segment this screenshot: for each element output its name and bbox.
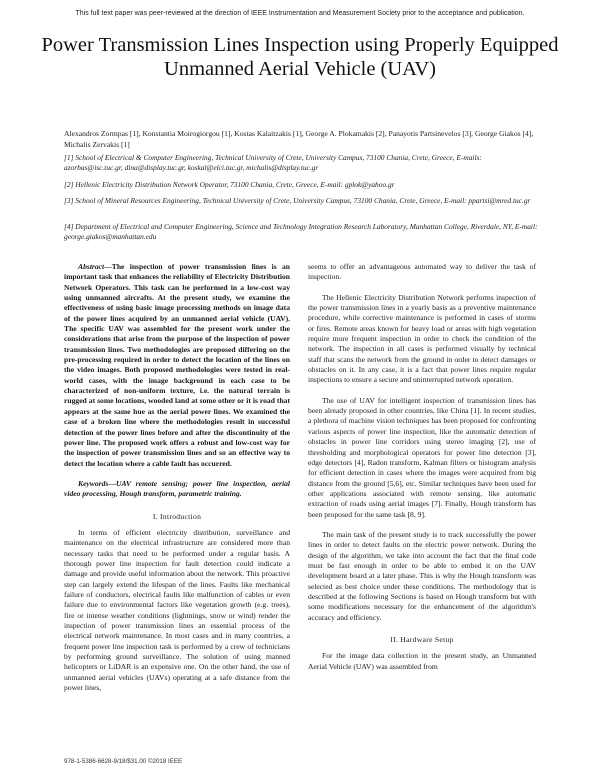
peer-review-notice: This full text paper was peer-reviewed at the direction of IEEE Instrumentation and Measurement Society prior to the acceptance and publication. <box>75 10 525 17</box>
abstract <box>64 262 290 469</box>
affiliation-4: [4] Department of Electrical and Computer Engineering, Science and Technology Integration Research Laboratory, Manhattan College, Riverdale, NY, E-mail: george.giakos@manhattan.edu <box>64 222 538 241</box>
paper-title: Power Transmission Lines Inspection using Properly Equipped Unmanned Aerial Vehicle (UAV) <box>41 34 559 80</box>
affiliation-2: [2] Hellenic Electricity Distribution Network Operator, 73100 Chania, Crete, Greece, E-mail: gplok@yahoo.gr <box>64 180 395 189</box>
section-heading-introduction: I. Introduction <box>152 511 202 521</box>
keywords: Keywords—UAV remote sensing; power line inspection, aerial video processing, Hough transform, parametric training. <box>64 478 290 499</box>
abstract-label: Abstract <box>78 262 105 271</box>
right-paragraph-3: The main task of the present study is to track successfully the power lines in order to detect faults on the electric power network. During the design of the algorithm, we take into account the fact that the final code must be fast enough in order to be able to embed it on the UAV development board at a later phase. This is why the Hough transform was selected as best choice under these conditions. The methodology that is described at the following Sections is based on Hough transform but with some modifications necessary for the enhancement of the algorithm's accuracy and efficiency. <box>308 529 536 622</box>
abstract-text: —The inspection of power transmission lines is an important task that enhances the reliability of Electricity Distribution Network Operators. This task can be performed in a low-cost way using unmanned aircrafts. At the present study, we examine the effectiveness of using basic image processing methods on image data of the power lines acquired by an unmanned aerial vehicle (UAV). The specific UAV was assembled for the present work under the considerations that arise from the purpose of the inspection of power transmission lines. Two methodologies are proposed differing on the pre-processing required in order to detect the location of the lines on the video images. Both proposed methodologies were tested in real-world cases, with the image background in each case to be characterized of non-uniform texture, i.e. the natural terrain is rugged at some locations, wooded land at some other or it is road that appears at the same hue as the aerial power lines. We examined the case of a broken line where the methodologies result in successful detection of the power lines before and after the discontinuity of the power line. The proposed work offers a robust and low-cost way for the inspection of power transmission lines and so an effective way to detect the location where a cable fault has occurred. <box>64 262 290 468</box>
section-heading-hardware-setup: II. Hardware Setup <box>390 635 454 644</box>
author-list: Alexandros Zormpas [1], Konstantia Moirogiorgou [1], Kostas Kalaitzakis [1], George A. Plokamakis [2], Panayotis Partsinevelos [3], George Giakos [4], Michalis Zervakis [1] <box>64 129 534 149</box>
intro-paragraph-1: In terms of efficient electricity distribution, surveillance and maintenance on the electrical infrastructure are considered more than necessary tasks that need to be performed under a regular basis. A thorough power line inspection for fault detection could indicate a damage and provide useful information about the network. This proactive step can largely extend the lifespan of the lines. Faults like mechanical failure of conductors, electrical faults like malfunction of cables or even failure due to environmental factors like vegetation growth (e.g. trees), fire or intense weather conditions (lightnings, snow or wind) render the inspection of power transmission lines an essential process of the electrical network maintenance. In most cases and in many countries, a frequent power line inspection task is performed by a crew of technicians by performing ground surveillance. The solution of using manned helicopters or LiDAR is an expensive one. On the other hand, the use of unmanned aerial vehicles (UAVs) operating at a safe distance from the power lines, <box>64 527 290 693</box>
affiliation-1: [1] School of Electrical & Computer Engineering, Technical University of Crete, University Campus, 73100 Chania, Crete, Greece, E-mails: azorbas@isc.tuc.gr, dina@display.tuc.gr, koskal@elci.tuc.gr, michalis@display.tuc.gr <box>64 153 482 172</box>
right-paragraph-2: The use of UAV for intelligent inspection of transmission lines has been already proposed in other countries, like China [1]. In recent studies, a plethora of machine vision techniques has been proposed for confronting various aspects of power line inspection, like the automatic detection of obstacles in power line corridors using stereo imaging [2], use of thresholding and morphological operators for power line detection [3], edge detectors [4], Radon transform, Kalman filters or histogram analysis for efficient detection in cases where the images were acquired from big distance from the ground [5,6], etc. Similar techniques have been used for other applications associated with remote sensing, like automatic extraction of roads using aerial images [7]. Finally, Hough transform has been proposed for the same task [8, 9]. <box>308 395 536 519</box>
left-column <box>64 262 290 693</box>
right-paragraph-1: The Hellenic Electricity Distribution Network performs inspection of the power transmission lines in a yearly basis as a preventive maintenance procedure, while corrective maintenance is performed in cases of storms or fires. Remote areas known for heavy load or areas with high vegetation require more frequent inspection in order to check the condition of the network. The inspection in all cases is performed visually by technical staff that scans the network from the ground in order to detect damages or obstacles on it. In any case, it is a fact that power lines require regular inspections to ensure a secure and uninterrupted network operation. <box>308 292 536 385</box>
affiliation-3: [3] School of Mineral Resources Engineering, Technical University of Crete, University Campus, 73100 Chania, Crete, Greece, E-mail: ppartsi@mred.tuc.gr <box>64 196 531 205</box>
right-column <box>308 262 536 672</box>
right-paragraph-4: For the image data collection in the present study, an Unmanned Aerial Vehicle (UAV) was assembled from <box>308 651 536 671</box>
right-paragraph-0: seems to offer an advantageous automated way to deliver the task of inspection. <box>308 262 536 282</box>
copyright-footer: 978-1-5386-6628-9/18/$31.00 ©2018 IEEE <box>64 758 183 765</box>
